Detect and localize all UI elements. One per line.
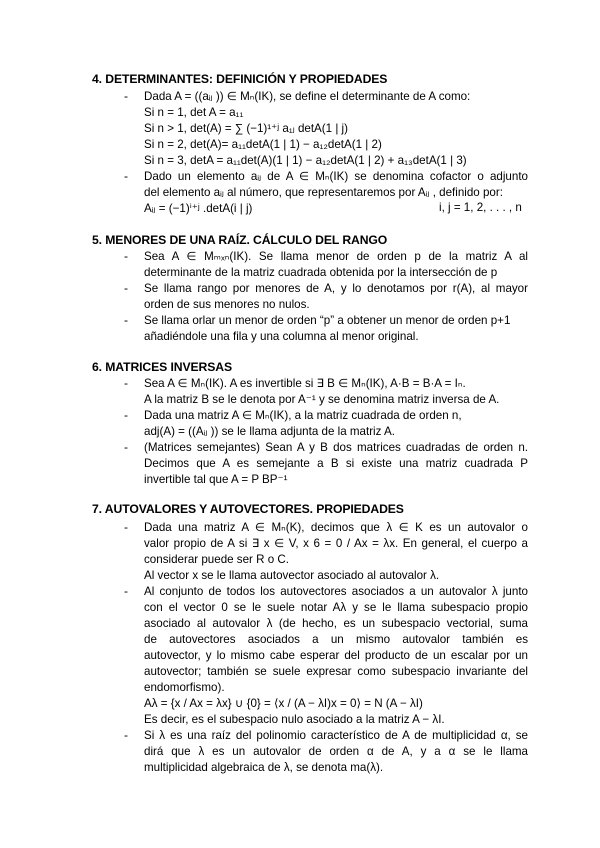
text-line: Al conjunto de todos los autovectores asociados a un autovalor λ junto: [144, 585, 528, 598]
text-line: Es decir, es el subespacio nulo asociado a la matriz A − λI.: [144, 713, 445, 726]
text-line: endomorfismo).: [144, 681, 225, 694]
bullet-dash: -: [124, 728, 128, 742]
text-line: Sea A ∈ Mₘₓₙ(IK). Se llama menor de orden p de la matriz A al: [144, 250, 528, 263]
bullet-dash: -: [124, 584, 128, 598]
text-line: considerar puede ser R o C.: [144, 553, 289, 566]
text-line: orden de sus menores no nulos.: [144, 298, 310, 311]
text-line: Dada A = ((aᵢⱼ )) ∈ Mₙ(IK), se define el determinante de A como:: [144, 90, 471, 103]
bullet-dash: -: [124, 281, 128, 295]
text-line: Si n = 3, detA = a₁₁det(A)(1 | 1) − a₁₂detA(1 | 2) + a₁₃detA(1 | 3): [144, 154, 467, 167]
section-title: 6. MATRICES INVERSAS: [92, 360, 232, 374]
text-line: valor propio de A si ∃ x ∈ V, x 6 = 0 / Ax = λx. En general, el cuerpo a: [144, 537, 528, 550]
text-line: Decimos que A es semejante a B si existe una matriz cuadrada P: [144, 457, 528, 470]
text-line: añadiéndole una fila y una columna al menor original.: [144, 330, 419, 343]
bullet-dash: -: [124, 440, 128, 454]
section-title: 7. AUTOVALORES Y AUTOVECTORES. PROPIEDADES: [92, 502, 404, 516]
section-title: 5. MENORES DE UNA RAÍZ. CÁLCULO DEL RANGO: [92, 233, 388, 247]
index-range-note: i, j = 1, 2, . . . , n: [439, 201, 522, 214]
bullet-dash: -: [124, 376, 128, 390]
section-title: 4. DETERMINANTES: DEFINICIÓN Y PROPIEDADES: [92, 72, 388, 86]
text-line: Se llama rango por menores de A, y lo denotamos por r(A), al mayor: [144, 282, 528, 295]
text-line: Aλ = {x / Ax = λx} ∪ {0} = ⟨x / (A − λI)x = 0⟩ = N (A − λI): [144, 697, 423, 710]
text-line: Sea A ∈ Mₙ(IK). A es invertible si ∃ B ∈ Mₙ(IK), A·B = B·A = Iₙ.: [144, 377, 466, 390]
bullet-dash: -: [124, 408, 128, 422]
text-line: invertible tal que A = P BP⁻¹: [144, 473, 288, 486]
bullet-dash: -: [124, 169, 128, 183]
text-line: A la matriz B se le denota por A⁻¹ y se denomina matriz inversa de A.: [144, 393, 500, 406]
text-line: Se llama orlar un menor de orden “p” a obtener un menor de orden p+1: [144, 314, 511, 327]
bullet-dash: -: [124, 520, 128, 534]
text-line: Si n = 1, det A = a₁₁: [144, 106, 244, 119]
text-line: Si λ es una raíz del polinomio característico de A de multiplicidad α, se: [144, 729, 528, 742]
text-line: asociado al autovalor λ (de hecho, es un subespacio vectorial, suma: [144, 617, 528, 630]
text-line: con el vector 0 se le suele notar Aλ y se le llama subespacio propio: [144, 601, 528, 614]
text-line: Si n > 1, det(A) = ∑ (−1)¹⁺ʲ a₁ⱼ detA(1 | j): [144, 122, 348, 135]
text-line: dirá que λ es un autovalor de orden α de A, y a α se le llama: [144, 745, 528, 758]
text-line: del elemento aᵢⱼ al número, que representaremos por Aᵢⱼ , definido por:: [144, 186, 503, 199]
bullet-dash: -: [124, 89, 128, 103]
text-line: Aᵢⱼ = (−1)ⁱ⁺ʲ .detA(i | j): [144, 202, 253, 215]
text-line: Al vector x se le llama autovector asociado al autovalor λ.: [144, 569, 440, 582]
text-line: autovector, y lo mismo cabe esperar del producto de un escalar por un: [144, 649, 528, 662]
text-line: adj(A) = ((Aᵢⱼ )) se le llama adjunta de la matriz A.: [144, 425, 395, 438]
text-line: (Matrices semejantes) Sean A y B dos matrices cuadradas de orden n.: [144, 441, 528, 454]
text-line: Si n = 2, det(A)= a₁₁detA(1 | 1) − a₁₂detA(1 | 2): [144, 138, 382, 151]
text-line: de autovectores asociados a un mismo autovalor también es: [144, 633, 528, 646]
text-line: Dada una matriz A ∈ Mₙ(IK), a la matriz cuadrada de orden n,: [144, 409, 462, 422]
text-line: autovector; también se suele expresar como subespacio invariante del: [144, 665, 528, 678]
text-line: multiplicidad algebraica de λ, se denota ma(λ).: [144, 761, 384, 774]
text-line: Dada una matriz A ∈ Mₙ(K), decimos que λ ∈ K es un autovalor o: [144, 521, 528, 534]
bullet-dash: -: [124, 313, 128, 327]
text-line: Dado un elemento aᵢⱼ de A ∈ Mₙ(IK) se denomina cofactor o adjunto: [144, 170, 528, 183]
bullet-dash: -: [124, 249, 128, 263]
text-line: determinante de la matriz cuadrada obtenida por la intersección de p: [144, 266, 498, 279]
